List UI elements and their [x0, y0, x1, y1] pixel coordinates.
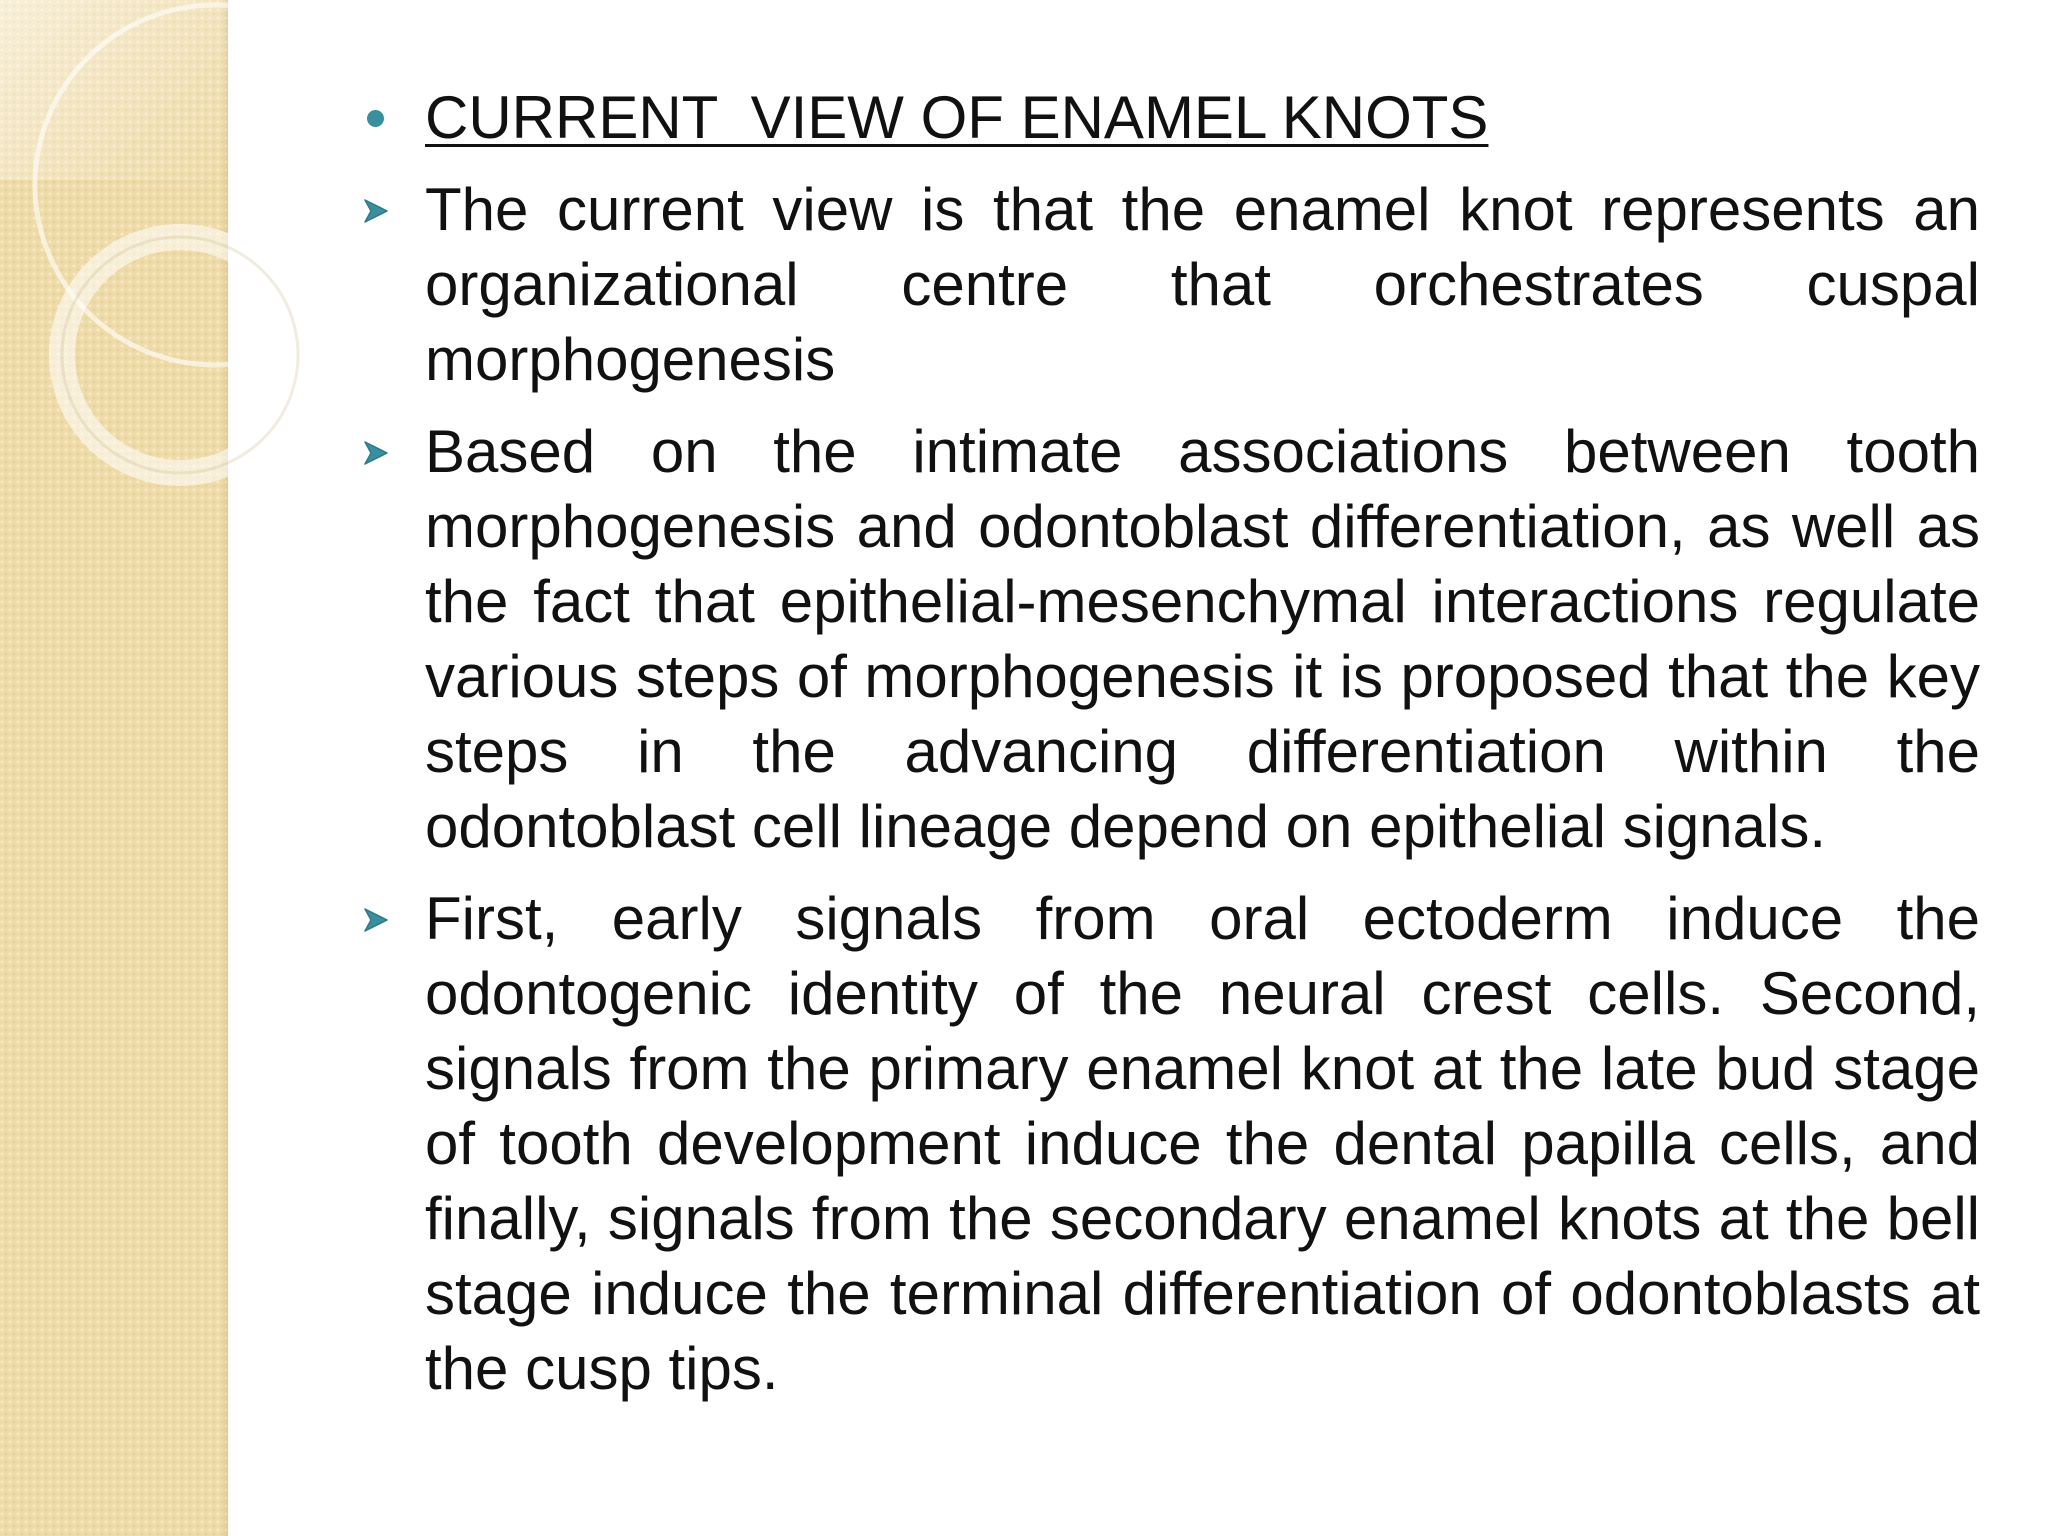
bullet-point-text: First, early signals from oral ectoderm induce the odontogenic identity of the neural crest cells. Second, signals from the primary enamel knot at the late bud stage of tooth development induce the dental papilla cells, and finally, signals from the secondary enamel knots at the bell stage induce the terminal differentiation of odontoblasts at the cusp tips. — [425, 885, 1980, 1402]
slide-heading: CURRENT VIEW OF ENAMEL KNOTS — [425, 84, 1489, 151]
bullet-point — [355, 881, 1980, 1406]
bullet-point — [355, 414, 1980, 864]
slide-content — [355, 80, 1980, 1423]
arrow-bullet-icon — [361, 438, 391, 468]
arrow-bullet-icon — [361, 196, 391, 226]
decorative-rings — [0, 0, 300, 520]
round-bullet-icon — [367, 110, 384, 127]
heading-item — [355, 80, 1980, 155]
arrow-bullet-icon — [361, 905, 391, 935]
bullet-point-text: Based on the intimate associations between tooth morphogenesis and odontoblast differentiation, as well as the fact that epithelial-mesenchymal interactions regulate various steps of morphogenesis it is proposed that the key steps in the advancing differentiation within the odontoblast cell lineage depend on epithelial signals. — [425, 418, 1980, 860]
bullet-point — [355, 172, 1980, 397]
bullet-point-text: The current view is that the enamel knot represents an organizational centre that orchestrates cuspal morphogenesis — [425, 176, 1980, 393]
